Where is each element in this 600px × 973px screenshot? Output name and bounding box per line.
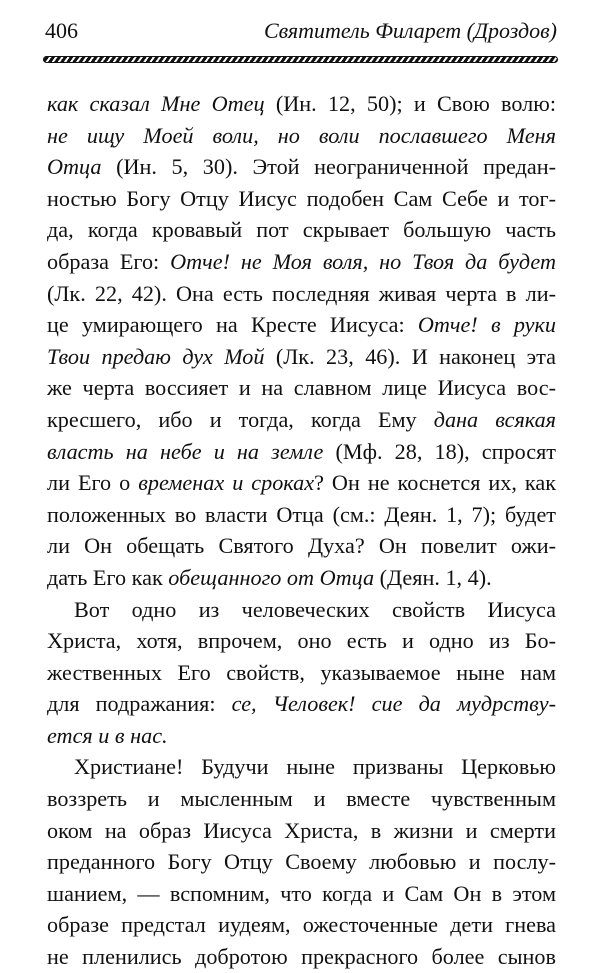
text-segment: Христиане! Будучи ныне призваны Церковью	[74, 754, 556, 780]
italic-quote: ется и в нас.	[47, 722, 168, 748]
text-segment: кресшего, ибо и тогда, когда Ему	[47, 406, 434, 432]
text-segment: ностью Богу Отцу Иисус подобен Сам Себе и тог-	[47, 185, 556, 211]
rope-divider	[43, 56, 558, 63]
text-line	[47, 120, 556, 152]
text-segment: (Лк. 23, 46). И наконец эта	[264, 343, 556, 369]
text-line	[47, 783, 556, 815]
text-segment: положенных во власти Отца (см.: Деян. 1, 7); будет	[47, 501, 556, 527]
text-line	[47, 625, 556, 657]
text-line	[47, 878, 556, 910]
text-line	[47, 846, 556, 878]
italic-quote: Твои предаю дух Мой	[47, 343, 265, 369]
text-segment: не пленились добротою прекрасного более сынов	[47, 944, 556, 970]
text-segment: оком на образ Иисуса Христа, в жизни и смерти	[47, 817, 556, 843]
italic-quote: не ищу Моей воли, но воли пославшего Меня	[47, 122, 556, 148]
text-segment: ли Он обещать Святого Духа? Он повелит ожи-	[47, 533, 556, 559]
text-line	[47, 246, 556, 278]
text-segment: (Ин. 12, 50); и Свою волю:	[264, 91, 556, 116]
text-segment: образе предстал иудеям, ожесточенные дети гнева	[47, 912, 556, 938]
italic-quote: власть на небе и на земле	[47, 438, 324, 464]
text-segment: преданного Богу Отцу Своему любовью и послу-	[47, 849, 556, 875]
text-line	[47, 88, 556, 120]
text-segment: (Ин. 5, 30). Этой неограниченной предан-	[101, 154, 556, 180]
text-line	[47, 751, 556, 783]
text-segment: ? Он не коснется их, как	[314, 470, 557, 496]
italic-quote: се, Человек! сие да мудрству-	[231, 691, 556, 717]
italic-quote: Отче! не Моя воля, но Твоя да будет	[170, 248, 556, 274]
text-segment: це умирающего на Кресте Иисуса:	[47, 312, 418, 338]
text-segment: (Лк. 22, 42). Она есть последняя живая черта в ли-	[47, 280, 556, 306]
italic-quote: дана всякая	[433, 406, 556, 432]
text-line	[47, 562, 556, 594]
text-line	[47, 688, 556, 720]
text-segment: образа Его:	[47, 248, 171, 274]
text-line	[47, 909, 556, 941]
text-line	[47, 594, 556, 626]
body-text	[47, 88, 556, 973]
text-line	[47, 404, 556, 436]
text-line	[47, 815, 556, 847]
text-segment: да, когда кровавый пот скрывает большую часть	[47, 217, 556, 243]
text-segment: шанием, — вспомним, что когда и Сам Он в этом	[47, 880, 556, 906]
text-line	[47, 436, 556, 468]
text-segment: (Мф. 28, 18), спросят	[323, 438, 556, 464]
text-line	[47, 372, 556, 404]
text-segment: Христа, хотя, впрочем, оно есть и одно из Бо-	[47, 628, 556, 654]
text-line	[47, 151, 556, 183]
text-segment: для подражания:	[47, 691, 232, 717]
text-line	[47, 341, 556, 373]
text-segment: воззреть и мысленным и вместе чувственным	[47, 786, 556, 812]
text-segment: же черта воссияет и на славном лице Иисуса вос-	[47, 375, 556, 401]
running-title: Святитель Филарет (Дроздов)	[263, 18, 557, 43]
text-line	[47, 467, 556, 499]
text-line	[47, 214, 556, 246]
text-segment: дать Его как	[47, 564, 169, 590]
text-line	[47, 183, 556, 215]
italic-quote: как сказал Мне Отец	[47, 91, 265, 116]
text-segment: ли Его о	[47, 470, 139, 496]
text-segment: Вот одно из человеческих свойств Иисуса	[74, 596, 556, 622]
page-header	[45, 18, 557, 48]
text-line	[47, 657, 556, 689]
text-line	[47, 941, 556, 973]
text-line	[47, 720, 556, 752]
text-segment: жественных Его свойств, указываемое ныне нам	[47, 659, 556, 685]
text-line	[47, 530, 556, 562]
italic-quote: Отче! в руки	[417, 312, 556, 338]
italic-quote: Отца	[47, 154, 102, 180]
italic-quote: обещанного от Отца	[168, 564, 375, 590]
page-number: 406	[45, 18, 78, 43]
text-line	[47, 499, 556, 531]
text-line	[47, 309, 556, 341]
italic-quote: временах и сроках	[138, 470, 315, 496]
text-segment: (Деян. 1, 4).	[374, 564, 492, 590]
text-line	[47, 278, 556, 310]
